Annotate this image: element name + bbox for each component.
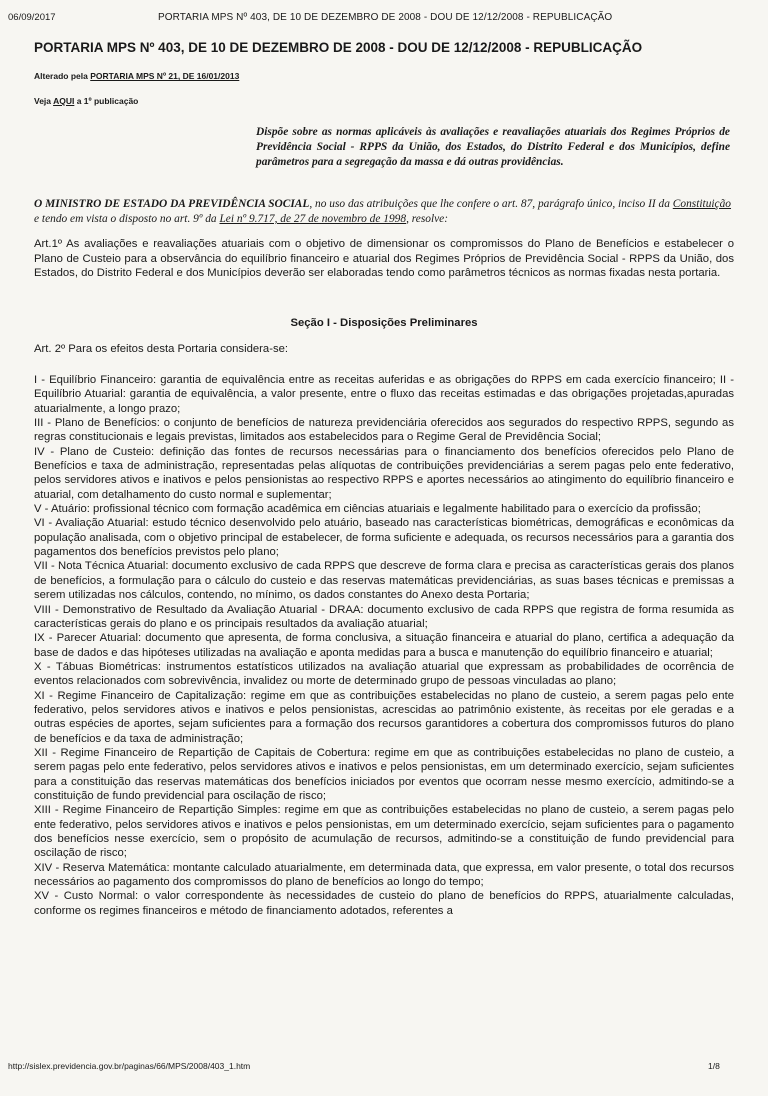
list-item: XI - Regime Financeiro de Capitalização: regime em que as contribuições estabelecidas no plano de custeio, a serem pagas pelo ente federativo, pelos servidores ativos e inativos e pelos pensionistas, acrescidas ao patrimônio existente, às receitas por ele geradas e a outras espécies de aportes, sejam suficientes para a formação dos recursos garantidores a cobertura dos compromissos futuros do plano de benefícios e da taxa de administração;	[34, 689, 734, 745]
list-item: XIV - Reserva Matemática: montante calculado atuarialmente, em determinada data, que expressa, em valor presente, o total dos recursos necessários ao pagamento dos compromissos do plano de benefícios ao longo do tempo;	[34, 861, 734, 889]
ementa: Dispõe sobre as normas aplicáveis às avaliações e reavaliações atuariais dos Regimes Próprios de Previdência Social - RPPS da União, dos Estados, do Distrito Federal e dos Municípios, define parâmetros para a segregação da massa e dá outras providências.	[256, 126, 730, 168]
veja-note	[34, 96, 138, 106]
list-item: VI - Avaliação Atuarial: estudo técnico desenvolvido pelo atuário, baseado nas características biométricas, demográficas e econômicas da população analisada, com o objetivo principal de estabelecer, de forma suficiente e adequada, os recursos necessários para a garantia dos pagamentos dos benefícios previstos pelo plano;	[34, 517, 734, 559]
footer-url[interactable]: http://sislex.previdencia.gov.br/paginas/66/MPS/2008/403_1.htm	[8, 1061, 251, 1071]
preamble-text-1: , no uso das atribuições que lhe confere o art. 87, parágrafo único, inciso II da	[309, 198, 673, 210]
document-title: PORTARIA MPS Nº 403, DE 10 DE DEZEMBRO DE 2008 - DOU DE 12/12/2008 - REPUBLICAÇÃO	[34, 40, 643, 55]
veja-suffix: a 1º publicação	[74, 96, 139, 106]
constituicao-link[interactable]: Constituição	[672, 198, 732, 210]
preamble-text-2: e tendo em vista o disposto no art. 9º da	[34, 213, 220, 225]
list-item: III - Plano de Benefícios: o conjunto de benefícios de natureza previdenciária oferecidos aos segurados do respectivo RPPS, segundo as regras constitucionais e legais previstas, limitados aos estabelecidos para o Regime Geral de Previdência Social;	[34, 417, 734, 444]
print-date: 06/09/2017	[8, 12, 56, 23]
preamble-text-3: , resolve:	[406, 213, 449, 225]
list-item: VII - Nota Técnica Atuarial: documento exclusivo de cada RPPS que descreve de forma clara e precisa as características gerais dos planos de benefícios, a formulação para o cálculo do custeio e das reservas matemáticas previdenciárias, as suas bases técnicas e premissas a serem utilizadas nos cálculos, contendo, no mínimo, os dados constantes do Anexo desta Portaria;	[34, 560, 734, 602]
altered-prefix: Alterado pela	[34, 71, 91, 81]
section-heading: Seção I - Disposições Preliminares	[290, 317, 478, 329]
lei-link[interactable]: Lei nº 9.717, de 27 de novembro de 1998	[219, 213, 407, 225]
definitions-list	[34, 373, 734, 918]
altered-note	[34, 71, 239, 81]
altered-link[interactable]: PORTARIA MPS Nº 21, DE 16/01/2013	[90, 71, 240, 81]
page-number: 1/8	[708, 1061, 720, 1071]
list-item: XV - Custo Normal: o valor correspondente às necessidades de custeio do plano de benefícios do RPPS, atuarialmente calculadas, conforme os regimes financeiros e método de financiamento adotados, referentes a	[34, 890, 734, 917]
list-item: I - Equilíbrio Financeiro: garantia de equivalência entre as receitas auferidas e as obrigações do RPPS em cada exercício financeiro; II - Equilíbrio Atuarial: garantia de equivalência, a valor presente, entre o fluxo das receitas estimadas e das obrigações projetadas,apuradas atuarialmente, a longo prazo;	[34, 374, 734, 415]
list-item: X - Tábuas Biométricas: instrumentos estatísticos utilizados na avaliação atuarial que expressam as probabilidades de ocorrência de eventos relacionados com sobrevivência, invalidez ou morte de determinado grupo de pessoas vinculadas ao plano;	[34, 660, 734, 688]
article-2: Art. 2º Para os efeitos desta Portaria considera-se:	[34, 343, 289, 355]
veja-link[interactable]: AQUI	[53, 96, 75, 106]
minister-heading: O MINISTRO DE ESTADO DA PREVIDÊNCIA SOCIAL	[34, 198, 310, 210]
list-item: V - Atuário: profissional técnico com formação acadêmica em ciências atuariais e legalmente habilitado para o exercício da profissão;	[34, 503, 701, 516]
preamble	[34, 197, 734, 227]
list-item: XII - Regime Financeiro de Repartição de Capitais de Cobertura: regime em que as contribuições estabelecidas no plano de custeio, a serem pagas pelo ente federativo, pelos servidores ativos e inativos e pelos pensionistas, em um determinado exercício, sejam suficientes para a constituição das reservas matemáticas dos benefícios iniciados por eventos que ocorram nesse mesmo exercício, admitindo-se a constituição de fundo previdencial para oscilação de risco;	[34, 746, 734, 802]
list-item: IX - Parecer Atuarial: documento que apresenta, de forma conclusiva, a situação financeira e atuarial do plano, certifica a adequação da base de dados e das hipóteses utilizadas na avaliação e aponta medidas para a busca e manutenção do equilíbrio financeiro e atuarial;	[34, 632, 734, 659]
article-1: Art.1º As avaliações e reavaliações atuariais com o objetivo de dimensionar os compromissos do Plano de Benefícios e estabelecer o Plano de Custeio para a observância do equilíbrio financeiro e atuarial dos Regimes Próprios de Previdência Social - RPPS da União, dos Estados, do Distrito Federal e dos Municípios deverão ser elaboradas tendo como parâmetros técnicos as normas fixadas nesta portaria.	[34, 238, 734, 280]
veja-prefix: Veja	[34, 96, 54, 106]
running-header-title: PORTARIA MPS Nº 403, DE 10 DE DEZEMBRO DE 2008 - DOU DE 12/12/2008 - REPUBLICAÇÃO	[158, 12, 613, 23]
list-item: VIII - Demonstrativo de Resultado da Avaliação Atuarial - DRAA: documento exclusivo de cada RPPS que registra de forma resumida as características gerais do plano e os principais resultados da avaliação atuarial;	[34, 603, 734, 630]
list-item: IV - Plano de Custeio: definição das fontes de recursos necessárias para o financiamento dos benefícios oferecidos pelo Plano de Benefícios e taxa de administração, representadas pelas alíquotas de contribuições previdenciárias a serem pagas pelo ente federativo, pelos servidores ativos e inativos e pelos pensionistas ao respectivo RPPS e aportes necessários ao atingimento do equilíbrio financeiro e atuarial, com detalhamento do custo normal e suplementar;	[34, 445, 734, 501]
list-item: XIII - Regime Financeiro de Repartição Simples: regime em que as contribuições estabelecidas no plano de custeio, a serem pagas pelo ente federativo, pelos servidores ativos e inativos e pelos pensionistas, em um determinado exercício, sejam suficientes para o pagamento dos benefícios nesse exercício, sem o propósito de acumulação de recursos, admitindo-se a constituição de fundo previdencial para oscilação de risco;	[34, 804, 734, 860]
